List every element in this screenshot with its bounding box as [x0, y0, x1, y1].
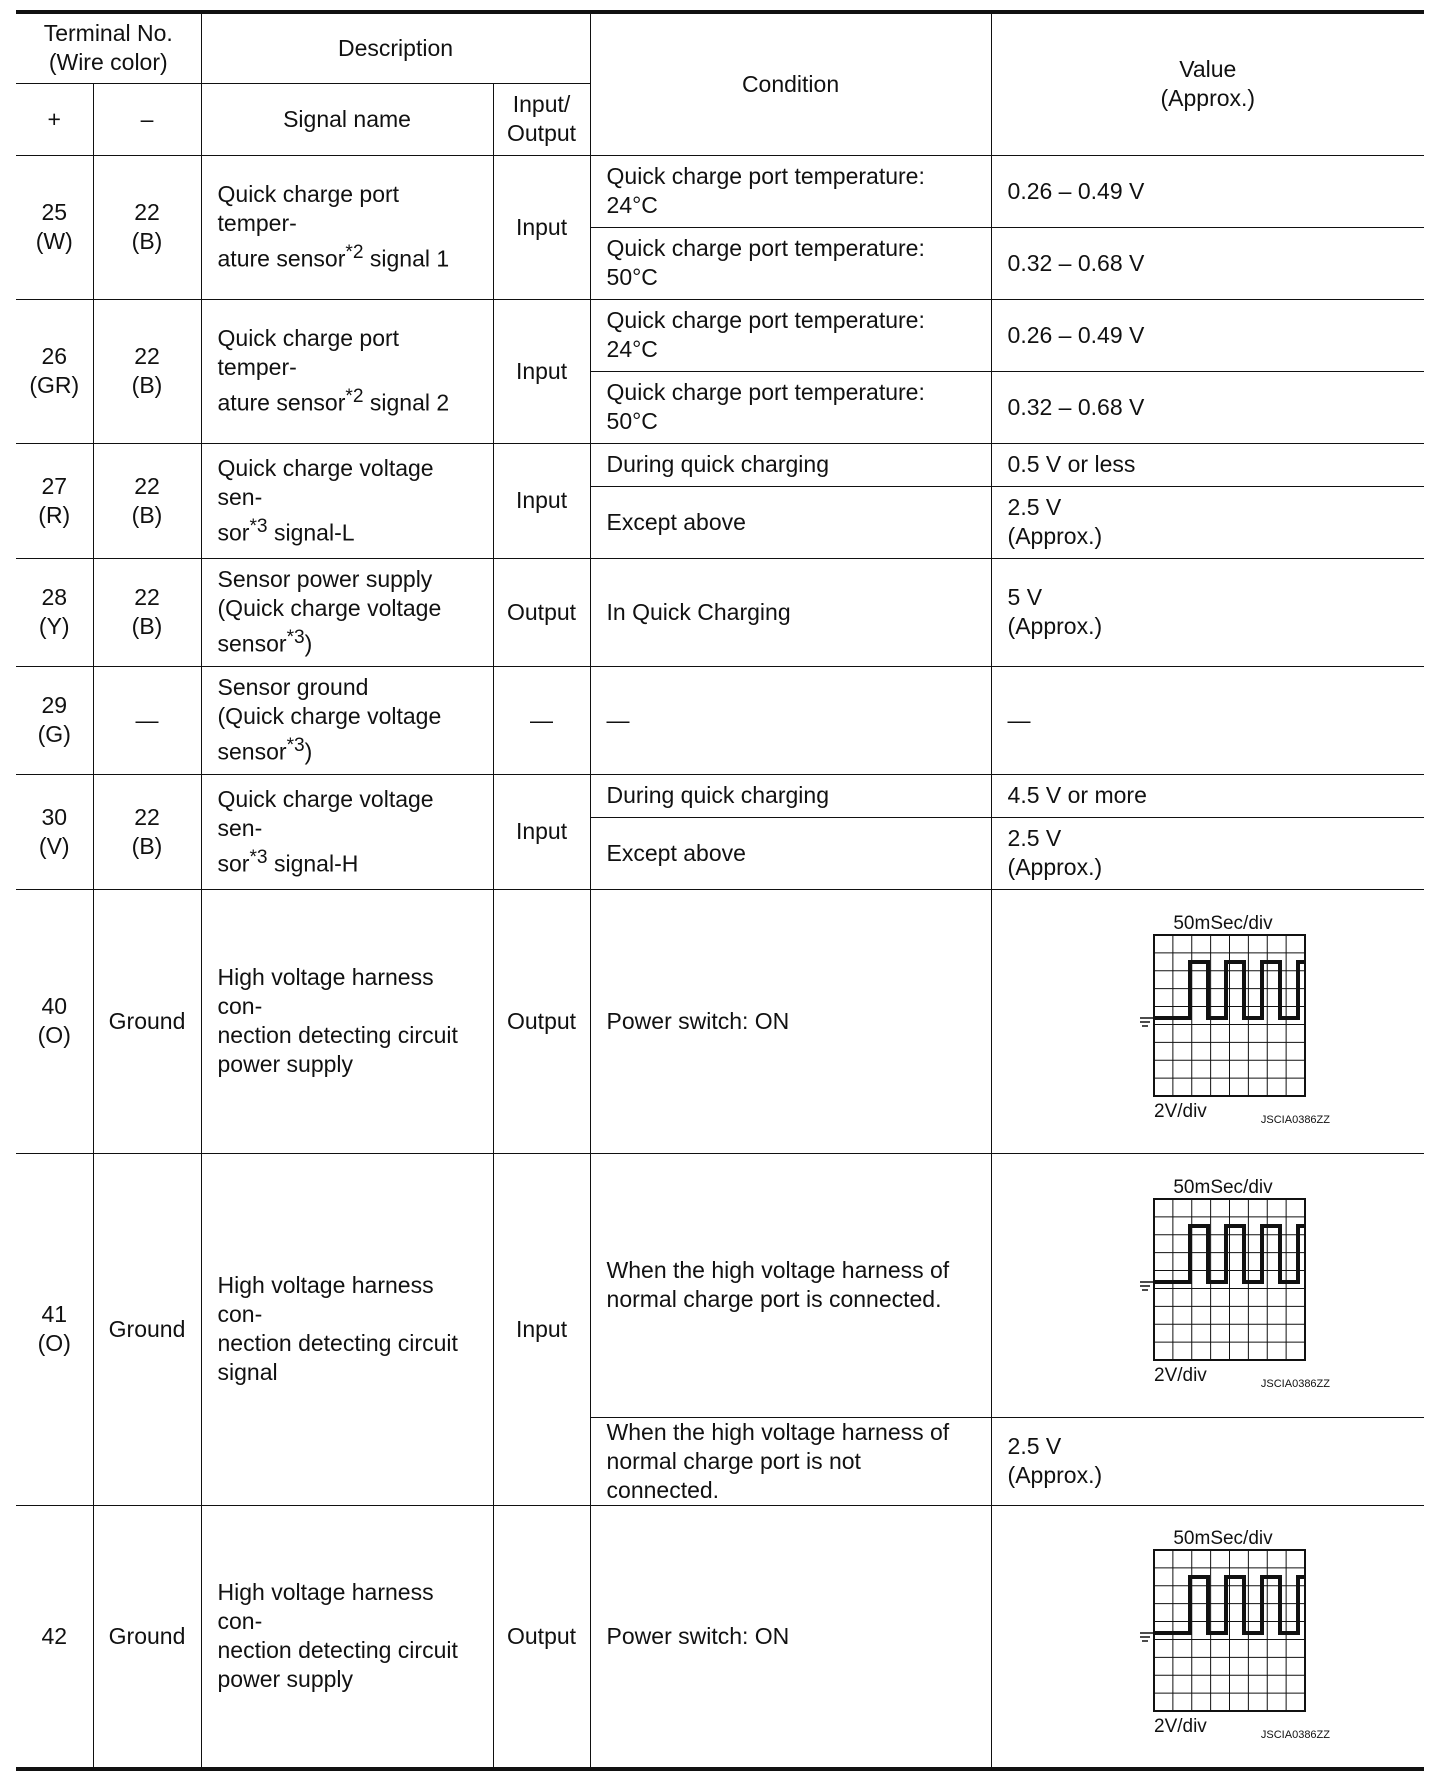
time-div-label: 50mSec/div [1173, 912, 1273, 934]
minus-terminal: Ground [93, 889, 201, 1153]
waveform-value [991, 1153, 1424, 1417]
volt-div-label: 2V/div [1153, 1100, 1207, 1122]
condition: When the high voltage harness of normal charge port is connected. [590, 1153, 991, 1417]
value: 0.32 – 0.68 V [991, 227, 1424, 299]
value: 5 V (Approx.) [991, 558, 1424, 666]
minus-terminal: Ground [93, 1505, 201, 1769]
condition: During quick charging [590, 774, 991, 817]
minus-terminal: 22 (B) [93, 558, 201, 666]
plus-terminal: 29 (G) [16, 666, 93, 774]
plus-terminal: 27 (R) [16, 443, 93, 558]
oscilloscope-grid [1154, 1550, 1305, 1711]
table-row [16, 155, 1424, 227]
value: 0.26 – 0.49 V [991, 155, 1424, 227]
signal-name: High voltage harness con- nection detecting circuit power supply [201, 889, 493, 1153]
condition: Quick charge port temperature: 24°C [590, 155, 991, 227]
plus-terminal: 28 (Y) [16, 558, 93, 666]
minus-header: – [93, 83, 201, 155]
value: 0.26 – 0.49 V [991, 299, 1424, 371]
condition: Power switch: ON [590, 1505, 991, 1769]
condition: Power switch: ON [590, 889, 991, 1153]
minus-terminal: — [93, 666, 201, 774]
io-type: Input [493, 443, 590, 558]
minus-terminal: Ground [93, 1153, 201, 1505]
plus-terminal: 41 (O) [16, 1153, 93, 1505]
value: 0.32 – 0.68 V [991, 371, 1424, 443]
waveform-diagram [1078, 1173, 1338, 1398]
value: 2.5 V (Approx.) [991, 486, 1424, 558]
condition: Except above [590, 817, 991, 889]
io-header: Input/ Output [493, 83, 590, 155]
signal-name: Sensor power supply (Quick charge voltage sensor$^{*3}$) [201, 558, 493, 666]
description-header: Description [201, 12, 590, 83]
minus-terminal: 22 (B) [93, 443, 201, 558]
volt-div-label: 2V/div [1153, 1364, 1207, 1386]
io-type: Input [493, 155, 590, 299]
waveform-diagram [1078, 1524, 1338, 1749]
condition: Quick charge port temperature: 50°C [590, 371, 991, 443]
figure-code-label: JSCIA0386ZZ [1260, 1113, 1330, 1126]
minus-terminal: 22 (B) [93, 299, 201, 443]
oscilloscope-grid [1154, 935, 1305, 1096]
condition: Except above [590, 486, 991, 558]
condition: Quick charge port temperature: 24°C [590, 299, 991, 371]
waveform-value [991, 889, 1424, 1153]
signal-name: Quick charge port temper- ature sensor$^{*2}$ signal 2 [201, 299, 493, 443]
terminal-spec-table [16, 10, 1424, 1771]
io-type: Output [493, 1505, 590, 1769]
signal-name: High voltage harness con- nection detecting circuit power supply [201, 1505, 493, 1769]
table-row [16, 1505, 1424, 1769]
time-div-label: 50mSec/div [1173, 1527, 1273, 1549]
io-type: Input [493, 774, 590, 889]
plus-terminal: 42 [16, 1505, 93, 1769]
volt-div-label: 2V/div [1153, 1715, 1207, 1737]
plus-terminal: 25 (W) [16, 155, 93, 299]
figure-code-label: JSCIA0386ZZ [1260, 1377, 1330, 1390]
io-type: Output [493, 558, 590, 666]
signal-name-header: Signal name [201, 83, 493, 155]
oscilloscope-grid [1154, 1199, 1305, 1360]
plus-terminal: 26 (GR) [16, 299, 93, 443]
plus-terminal: 30 (V) [16, 774, 93, 889]
condition: In Quick Charging [590, 558, 991, 666]
terminal-no-header: Terminal No. (Wire color) [16, 12, 201, 83]
value: 2.5 V (Approx.) [991, 1417, 1424, 1505]
value: 4.5 V or more [991, 774, 1424, 817]
condition: Quick charge port temperature: 50°C [590, 227, 991, 299]
table-row [16, 443, 1424, 486]
plus-header: + [16, 83, 93, 155]
signal-name: High voltage harness con- nection detecting circuit signal [201, 1153, 493, 1505]
value: — [991, 666, 1424, 774]
signal-name: Quick charge port temper- ature sensor$^{*2}$ signal 1 [201, 155, 493, 299]
value: 2.5 V (Approx.) [991, 817, 1424, 889]
figure-code-label: JSCIA0386ZZ [1260, 1728, 1330, 1741]
table-row [16, 1153, 1424, 1417]
table-row [16, 889, 1424, 1153]
condition-header: Condition [590, 12, 991, 155]
table-row [16, 299, 1424, 371]
signal-name: Quick charge voltage sen- sor$^{*3}$ signal-H [201, 774, 493, 889]
table-row [16, 666, 1424, 774]
waveform-diagram [1078, 909, 1338, 1134]
minus-terminal: 22 (B) [93, 155, 201, 299]
waveform-value [991, 1505, 1424, 1769]
condition: When the high voltage harness of normal charge port is not connected. [590, 1417, 991, 1505]
io-type: Input [493, 299, 590, 443]
value: 0.5 V or less [991, 443, 1424, 486]
signal-name: Quick charge voltage sen- sor$^{*3}$ signal-L [201, 443, 493, 558]
table-row [16, 558, 1424, 666]
plus-terminal: 40 (O) [16, 889, 93, 1153]
header-row-1 [16, 12, 1424, 83]
io-type: Input [493, 1153, 590, 1505]
condition: — [590, 666, 991, 774]
signal-name: Sensor ground (Quick charge voltage sensor$^{*3}$) [201, 666, 493, 774]
table-row [16, 774, 1424, 817]
io-type: Output [493, 889, 590, 1153]
value-header: Value (Approx.) [991, 12, 1424, 155]
minus-terminal: 22 (B) [93, 774, 201, 889]
time-div-label: 50mSec/div [1173, 1176, 1273, 1198]
io-type: — [493, 666, 590, 774]
condition: During quick charging [590, 443, 991, 486]
